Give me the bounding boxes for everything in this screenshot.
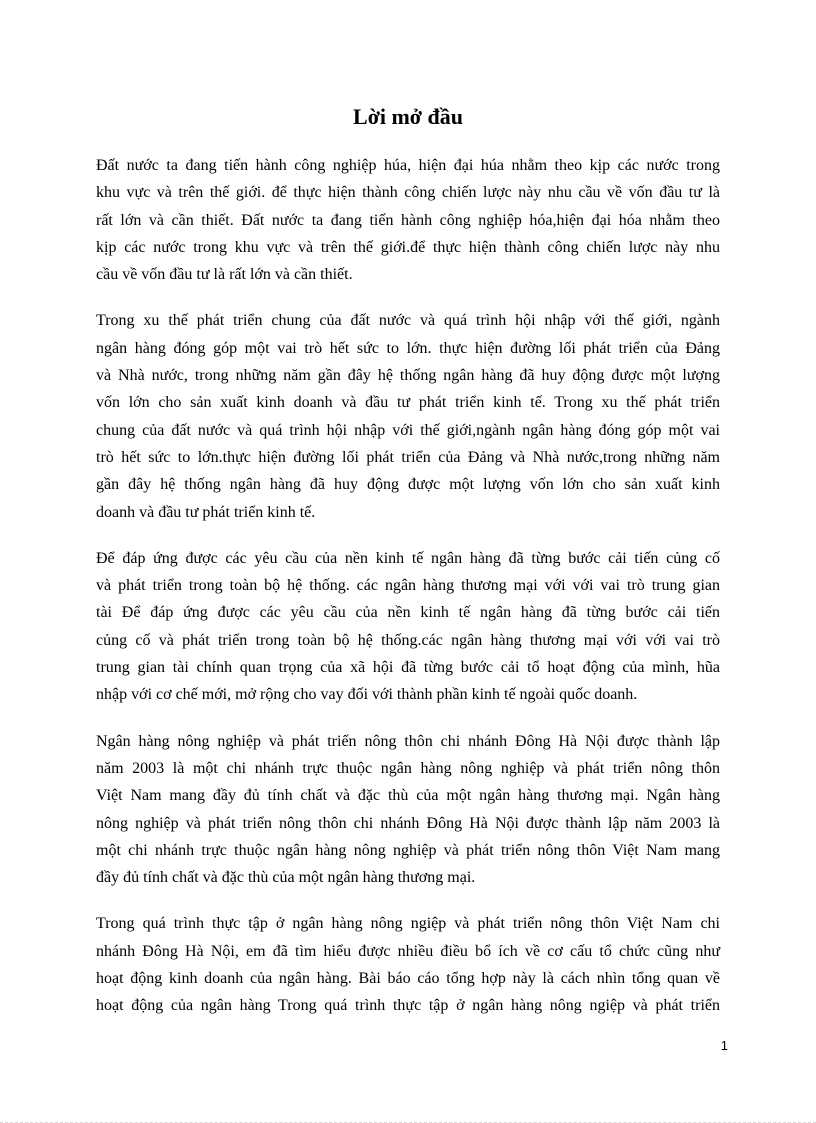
paragraph-2: [96, 307, 720, 525]
text-line: cầu về vốn đầu tư là rất lớn và cần thiết.: [96, 266, 353, 284]
text-line: Đất nước ta đang tiến hành công nghiệp húa, hiện đại húa nhằm theo kịp các nước trong: [96, 157, 720, 174]
text-line: vốn lớn cho sản xuất kinh doanh và đầu tư phát triển kinh tế. Trong xu thế phát triển: [96, 394, 720, 412]
text-line: kịp các nước trong khu vực và trên thế giới.để thực hiện thành công chiến lược này nhu: [96, 238, 720, 256]
text-line: và phát triển trong toàn bộ hệ thống. các ngân hàng thương mại với với vai trò trung gian: [96, 577, 720, 595]
paragraph-1: [96, 152, 720, 288]
text-line: củng cố và phát triển trong toàn bộ hệ thống.các ngân hàng thương mại với với vai trò: [96, 631, 720, 649]
text-line: chung của đất nước và quá trình hội nhập với thế giới,ngành ngân hàng đóng góp một vai: [96, 421, 720, 439]
document-body: [96, 152, 720, 1039]
text-line: nhập với cơ chế mới, mở rộng cho vay đối với thành phần kinh tế ngoài quốc doanh.: [96, 686, 638, 704]
text-line: trò hết sức to lớn.thực hiện đường lối phát triển của Đảng và Nhà nước,trong những năm: [96, 448, 720, 466]
text-line: doanh và đầu tư phát triển kinh tế.: [96, 503, 316, 521]
text-line: gần đây hệ thống ngân hàng đã huy động được một lượng vốn lớn cho sản xuất kinh: [96, 476, 720, 494]
text-line: Việt Nam mang đầy đủ tính chất và đặc thù của một ngân hàng thương mại. Ngân hàng: [96, 787, 720, 805]
text-line: tài Để đáp ứng được các yêu cầu của nền kinh tế ngân hàng đã từng bước cải tiến: [96, 604, 720, 622]
paragraph-5: [96, 910, 720, 1019]
text-line: đầy đủ tính chất và đặc thù của một ngân hàng thương mại.: [96, 869, 476, 887]
text-line: nhánh Đông Hà Nội, em đã tìm hiểu được nhiều điều bổ ích về cơ cấu tổ chức cũng như: [96, 942, 720, 960]
text-line: khu vực và trên thế giới. để thực hiện thành công chiến lược này nhu cầu về vốn đầu tư là: [96, 184, 720, 202]
page-title: Lời mở đầu: [353, 104, 463, 129]
text-line: Để đáp ứng được các yêu cầu của nền kinh tế ngân hàng đã từng bước cải tiến củng cố: [96, 549, 720, 567]
text-line: ngân hàng đóng góp một vai trò hết sức to lớn. thực hiện đường lối phát triển của Đảng: [96, 339, 720, 357]
text-line: một chi nhánh trực thuộc ngân hàng nông nghiệp và phát triển nông thôn Việt Nam mang: [96, 841, 720, 859]
text-line: và Nhà nước, trong những năm gần đây hệ thống ngân hàng đã huy động được một lượng: [96, 367, 720, 385]
text-line: Trong xu thế phát triển chung của đất nước và quá trình hội nhập với thế giới, ngành: [96, 312, 720, 330]
text-line: hoạt động kinh doanh của ngân hàng. Bài báo cáo tổng hợp này là cách nhìn tổng quan về: [96, 970, 720, 988]
text-line: Ngân hàng nông nghiệp và phát triển nông thôn chi nhánh Đông Hà Nội được thành lập: [96, 732, 720, 750]
text-line: hoạt động của ngân hàng Trong quá trình thực tập ở ngân hàng nông ngiệp và phát triển: [96, 997, 720, 1015]
text-line: trung gian tài chính quan trọng của xã hội đã từng bước cải tổ hoạt động của mình, hũa: [96, 659, 720, 677]
paragraph-4: [96, 728, 720, 892]
text-line: nông nghiệp và phát triển nông thôn chi nhánh Đông Hà Nội được thành lập năm 2003 là: [96, 814, 720, 832]
paragraph-3: [96, 545, 720, 709]
text-line: rất lớn và cần thiết. Đất nước ta đang tiến hành công nghiệp hóa,hiện đại hóa nhằm theo: [96, 211, 720, 229]
text-line: Trong quá trình thực tập ở ngân hàng nông ngiệp và phát triển nông thôn Việt Nam chi: [96, 915, 720, 933]
page-number: 1: [720, 1038, 728, 1053]
text-line: năm 2003 là một chi nhánh trực thuộc ngân hàng nông nghiệp và phát triển nông thôn: [96, 759, 720, 777]
